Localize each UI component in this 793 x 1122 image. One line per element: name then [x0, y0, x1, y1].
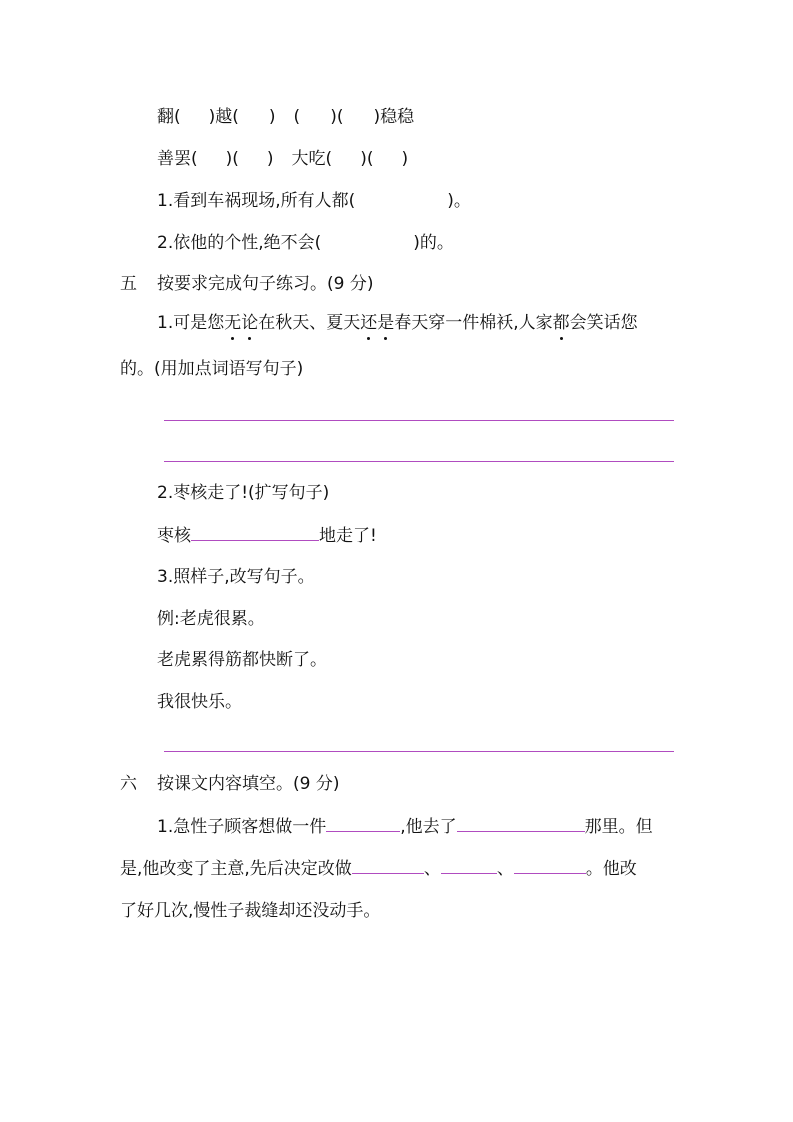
text: )( [330, 107, 344, 127]
text: )的。 [413, 233, 454, 253]
text: )稳稳 [373, 107, 415, 127]
dotted-char: 都 [552, 313, 570, 333]
text: 、 [423, 859, 441, 879]
text: 会笑话您 [569, 313, 638, 333]
text: 。他改 [585, 859, 637, 879]
answer-blank[interactable] [326, 815, 400, 832]
text: 地走了! [319, 526, 377, 546]
answer-blank[interactable] [514, 857, 586, 874]
answer-blank[interactable] [441, 857, 497, 874]
section-number: 六 [120, 774, 137, 794]
section-six-heading [120, 773, 339, 795]
fill-sentence-1 [157, 190, 471, 212]
answer-line[interactable] [164, 751, 674, 752]
q5-example-answer [157, 649, 327, 671]
text: 了好几次,慢性子裁缝却还没动手。 [120, 901, 381, 921]
text: ( [293, 107, 301, 127]
fill-sentence-2 [157, 232, 454, 254]
text: 在秋天、夏天 [258, 313, 361, 333]
answer-blank[interactable] [457, 815, 585, 832]
section-number: 五 [120, 274, 137, 294]
dotted-char: 是 [377, 313, 395, 333]
dotted-char: 还 [360, 313, 378, 333]
text: 2.枣核走了!(扩写句子) [157, 483, 330, 503]
text: 1.看到车祸现场,所有人都( [157, 191, 356, 211]
text: 2.依他的个性,绝不会( [157, 233, 322, 253]
word-row-1 [157, 106, 414, 128]
section-title: 按课文内容填空。(9 分) [157, 774, 340, 794]
text: 1.急性子顾客想做一件 [157, 817, 327, 837]
q5-prompt [157, 691, 242, 713]
text: ) [266, 149, 274, 169]
text: ) [268, 107, 276, 127]
text: 那里。但 [584, 817, 653, 837]
text: 老虎累得筋都快断了。 [157, 650, 327, 670]
text: 我很快乐。 [157, 692, 242, 712]
q5-item3 [157, 566, 315, 588]
q5-item1-line2 [120, 358, 303, 380]
text: 春天穿一件棉袄,人家 [394, 313, 553, 333]
section-five-heading [120, 273, 373, 295]
q6-line3 [120, 900, 380, 922]
answer-blank[interactable] [352, 857, 424, 874]
q6-line1 [157, 815, 653, 838]
text: ,他去了 [400, 817, 457, 837]
q5-item1-line1 [157, 312, 638, 334]
q6-line2 [120, 857, 637, 880]
q5-item2 [157, 482, 329, 504]
word-row-2 [157, 148, 408, 170]
text: 1.可是您 [157, 313, 225, 333]
text: )越( [208, 107, 239, 127]
text: 善罢( [157, 149, 198, 169]
answer-line[interactable] [164, 461, 674, 462]
dotted-char: 论 [241, 313, 259, 333]
text: )( [225, 149, 239, 169]
text: )( [360, 149, 374, 169]
text: 大吃( [291, 149, 333, 169]
text: 3.照样子,改写句子。 [157, 567, 315, 587]
q5-item2-fill [157, 524, 377, 547]
text: 是,他改变了主意,先后决定改做 [120, 859, 352, 879]
text: 的。(用加点词语写句子) [120, 359, 304, 379]
text: 、 [496, 859, 514, 879]
section-title: 按要求完成句子练习。(9 分) [157, 274, 374, 294]
text: 翻( [157, 107, 181, 127]
text: 例:老虎很累。 [157, 609, 265, 629]
q5-example [157, 608, 265, 630]
dotted-char: 无 [224, 313, 242, 333]
text: ) [401, 149, 409, 169]
text: )。 [447, 191, 471, 211]
text: 枣核 [157, 526, 191, 546]
answer-line[interactable] [164, 420, 674, 421]
answer-blank[interactable] [191, 524, 319, 541]
